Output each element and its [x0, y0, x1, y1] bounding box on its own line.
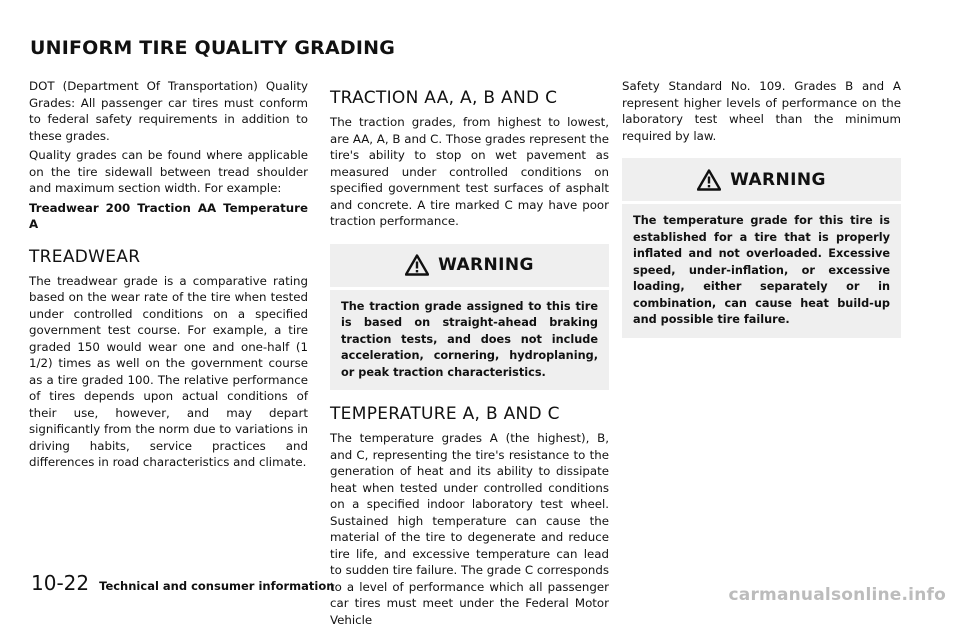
intro-paragraph-1: DOT (Department Of Transportation) Quality Grades: All passenger car tires must conform to federal safety requirements in addition to these grades.	[29, 79, 308, 143]
page-footer	[31, 571, 334, 595]
column-middle	[330, 78, 609, 631]
section-name: Technical and consumer information	[99, 579, 335, 593]
warning-triangle-icon	[405, 254, 429, 276]
warning-title: WARNING	[730, 169, 826, 190]
intro-paragraph-2: Quality grades can be found where applicable on the tire sidewall between tread shoulder and maximum section width. For example:	[29, 148, 308, 195]
warning-title: WARNING	[438, 255, 534, 275]
temperature-paragraph-continued: Safety Standard No. 109. Grades B and A represent higher levels of performance on the laboratory test wheel than the minimum required by law.	[622, 79, 901, 143]
traction-heading: TRACTION AA, A, B AND C	[330, 88, 558, 108]
watermark: carmanualsonline.info	[728, 585, 946, 605]
column-right	[622, 78, 901, 352]
page-title: UNIFORM TIRE QUALITY GRADING	[30, 37, 396, 59]
temperature-heading: TEMPERATURE A, B AND C	[330, 404, 560, 424]
grade-example: Treadwear 200 Traction AA Temperature A	[29, 200, 308, 231]
warning-header	[330, 244, 609, 287]
page-number: 10-22	[31, 571, 90, 595]
warning-header	[622, 158, 901, 201]
warning-triangle-icon	[697, 169, 721, 191]
column-left	[29, 78, 308, 474]
treadwear-paragraph: The treadwear grade is a comparative rating based on the wear rate of the tire when tested under controlled conditions on a specified government test course. For example, a tire graded 150 would wear one and one-half (1 1/2) times as well on the government course as a tire graded 100. The relative performance of tires depends upon actual conditions of their use, however, and may depart significantly from the norm due to variations in driving habits, service practices and differences in road characteristics and climate.	[29, 273, 308, 469]
temperature-paragraph: The temperature grades A (the highest), B, and C, representing the tire's resistance to the generation of heat and its ability to dissipate heat when tested under controlled conditions on a specified indoor laboratory test wheel. Sustained high temperature can cause the material of the tire to degenerate and reduce tire life, and excessive temperature can lead to sudden tire failure. The grade C corresponds to a level of performance which all passenger car tires must meet under the Federal Motor Vehicle	[330, 431, 609, 627]
treadwear-heading: TREADWEAR	[29, 246, 141, 267]
traction-paragraph: The traction grades, from highest to lowest, are AA, A, B and C. Those grades represent the tire's ability to stop on wet pavement as measured under controlled conditions on specified government test surfaces of asphalt and concrete. A tire marked C may have poor traction performance.	[330, 115, 609, 228]
warning-text: The traction grade assigned to this tire is based on straight-ahead braking traction tests, and does not include acceleration, cornering, hydroplaning, or peak traction characteristics.	[330, 287, 609, 391]
traction-warning-box	[330, 244, 609, 391]
temperature-warning-box	[622, 158, 901, 338]
warning-text: The temperature grade for this tire is established for a tire that is properly inflated and not overloaded. Excessive speed, under-inflation, or excessive loading, either separately or in combination, can cause heat build-up and possible tire failure.	[622, 201, 901, 338]
